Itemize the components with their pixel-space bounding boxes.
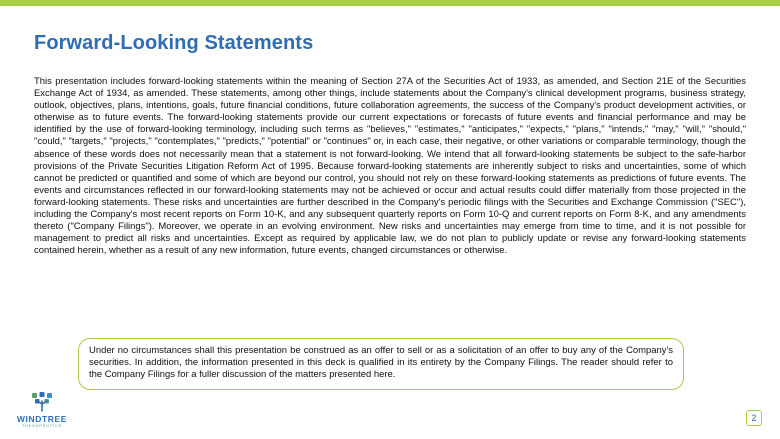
- logo-subtitle: THERAPEUTICS: [21, 424, 63, 428]
- tree-icon: [31, 392, 53, 412]
- slide-title: Forward-Looking Statements: [34, 32, 314, 54]
- disclaimer-box: [78, 338, 684, 390]
- forward-looking-statements-text: This presentation includes forward-looking statements within the meaning of Section 27A of the Securities Act of 1933, as amended, and Section 21E of the Securities Exchange Act of 1934, as amended. These statements, among other things, include statements about the Company's clinical development programs, business strategy, outlook, objectives, plans, intentions, goals, future financial conditions, future collaboration agreements, the success of the Company's product development activities, or otherwise as to future events. The forward-looking statements provide our current expectations or forecasts of future events and financial performance and may be identified by the use of forward-looking terminology, including such terms as "believes," "estimates," "anticipates," "expects," "plans," "intends," "may," "will," "should," "could," "targets," "projects," "contemplates," "predicts," "potential" or "continues" or, in each case, their negative, or other variations or comparable terminology, though the absence of these words does not necessarily mean that a statement is not forward-looking. We intend that all forward-looking statements be subject to the safe-harbor provisions of the Private Securities Litigation Reform Act of 1995. Because forward-looking statements are inherently subject to risks and uncertainties, some of which cannot be predicted or quantified and some of which are beyond our control, you should not rely on these forward-looking statements as predictions of future events. The events and circumstances reflected in our forward-looking statements may not be achieved or occur and actual results could differ materially from those projected in the forward-looking statements. These risks and uncertainties are further described in the Company's periodic filings with the Securities and Exchange Commission ("SEC"), including the Company's most recent reports on Form 10-K, and any subsequent quarterly reports on Form 10-Q and current reports on Form 8-K, and any amendments thereto ("Company Filings"). Moreover, we operate in an evolving environment. New risks and uncertainties may emerge from time to time, and it is not possible for management to predict all risks and uncertainties. Except as required by applicable law, we do not plan to publicly update or revise any forward-looking statements contained herein, whether as a result of any new information, future events, changed circumstances or otherwise.: [34, 76, 746, 257]
- logo-wordmark: WINDTREE: [16, 414, 68, 424]
- top-accent-bar: [0, 0, 780, 6]
- page-number: 2: [746, 410, 762, 426]
- disclaimer-text: Under no circumstances shall this presentation be construed as an offer to sell or as a solicitation of an offer to buy any of the Company's securities. In addition, the information presented in this deck is qualified in its entirety by the Company Filings. The reader should refer to the Company Filings for a fuller discussion of the matters presented here.: [89, 345, 673, 381]
- windtree-logo: [10, 392, 74, 432]
